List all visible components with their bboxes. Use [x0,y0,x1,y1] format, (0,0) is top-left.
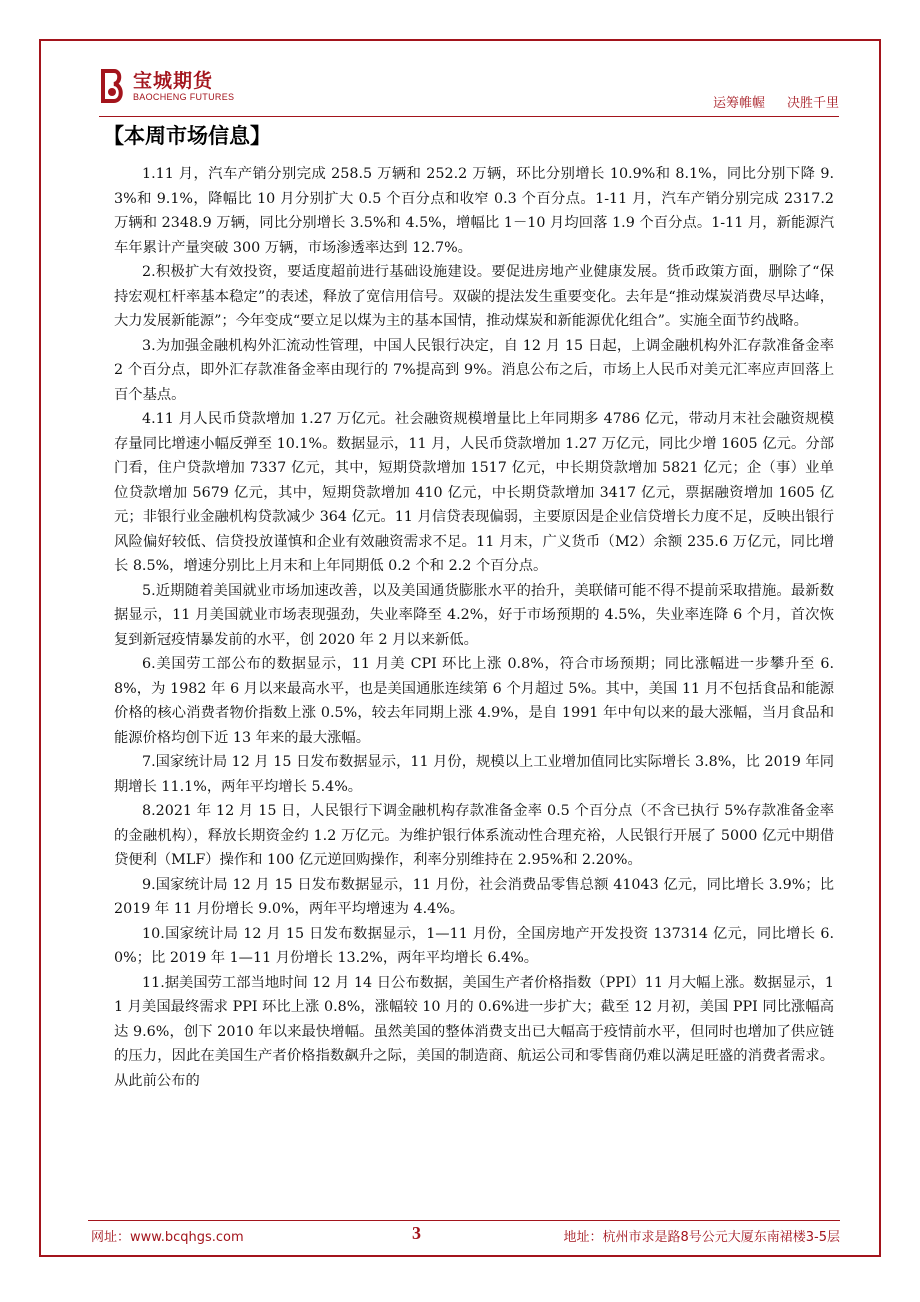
page-footer [88,1222,840,1246]
baocheng-logo-icon [99,68,127,104]
page-number: 3 [412,1223,421,1243]
news-item-4: 4.11 月人民币贷款增加 1.27 万亿元。社会融资规模增量比上年同期多 4786 亿元，带动月末社会融资规模存量同比增速小幅反弹至 10.1%。数据显示，11 月，人民币贷款增加 1.27 万亿元，同比少增 1605 亿元。分部门看，住户贷款增加 7337 亿元，其中，短期贷款增加 1517 亿元，中长期贷款增加 5821 亿元；企（事）业单位贷款增加 5679 亿元，其中，短期贷款增加 410 亿元，中长期贷款增加 3417 亿元，票据融资增加 1605 亿元；非银行业金融机构贷款减少 364 亿元。11 月信贷表现偏弱，主要原因是企业信贷增长力度不足，反映出银行风险偏好较低、信贷投放谨慎和企业有效融资需求不足。11 月末，广义货币（M2）余额 235.6 万亿元，同比增长 8.5%，增速分别比上月末和上年同期低 0.2 个和 2.2 个百分点。 [114,411,834,574]
news-item-8: 8.2021 年 12 月 15 日，人民银行下调金融机构存款准备金率 0.5 个百分点（不含已执行 5%存款准备金率的金融机构），释放长期资金约 1.2 万亿元。为维护银行体系流动性合理充裕，人民银行开展了 5000 亿元中期借贷便利（MLF）操作和 100 亿元逆回购操作，利率分别维持在 2.95%和 2.20%。 [114,803,834,868]
news-item-10: 10.国家统计局 12 月 15 日发布数据显示，1—11 月份，全国房地产开发投资 137314 亿元，同比增长 6.0%；比 2019 年 1—11 月份增长 13.2%，两年平均增长 6.4%。 [114,925,834,966]
news-content [114,162,834,1093]
page-header [99,68,839,116]
news-item-11: 11.据美国劳工部当地时间 12 月 14 日公布数据，美国生产者价格指数（PPI）11 月大幅上涨。数据显示，11 月美国最终需求 PPI 环比上涨 0.8%，涨幅较 10 月的 0.6%进一步扩大；截至 12 月初，美国 PPI 同比涨幅高达 9.6%，创下 2010 年以来最快增幅。虽然美国的整体消费支出已大幅高于疫情前水平，但同时也增加了供应链的压力，因此在美国生产者价格指数飙升之际，美国的制造商、航运公司和零售商仍难以满足旺盛的消费者需求。从此前公布的 [114,974,834,1089]
news-item-1: 1.11 月，汽车产销分别完成 258.5 万辆和 252.2 万辆，环比分别增长 10.9%和 8.1%，同比分别下降 9.3%和 9.1%，降幅比 10 月分别扩大 0.5 个百分点和收窄 0.3 个百分点。1-11 月，汽车产销分别完成 2317.2 万辆和 2348.9 万辆，同比分别增长 3.5%和 4.5%，增幅比 1－10 月均回落 1.9 个百分点。1-11 月，新能源汽车年累计产量突破 300 万辆，市场渗透率达到 12.7%。 [114,166,834,256]
header-slogan [691,92,839,111]
section-title: 【本周市场信息】 [103,124,271,148]
footer-website[interactable]: 网址：www.bcqhgs.com [91,1230,244,1245]
news-item-9: 9.国家统计局 12 月 15 日发布数据显示，11 月份，社会消费品零售总额 41043 亿元，同比增长 3.9%；比 2019 年 11 月份增长 9.0%，两年平均增速为 4.4%。 [114,876,834,917]
news-item-7: 7.国家统计局 12 月 15 日发布数据显示，11 月份，规模以上工业增加值同比实际增长 3.8%，比 2019 年同期增长 11.1%，两年平均增长 5.4%。 [114,754,834,795]
slogan-part-1: 运筹帷幄 [712,96,765,111]
footer-divider [88,1220,840,1221]
news-item-6: 6.美国劳工部公布的数据显示，11 月美 CPI 环比上涨 0.8%，符合市场预期；同比涨幅进一步攀升至 6.8%，为 1982 年 6 月以来最高水平，也是美国通胀连续第 6 个月超过 5%。其中，美国 11 月不包括食品和能源价格的核心消费者物价指数上涨 0.5%，较去年同期上涨 4.9%，是自 1991 年中旬以来的最大涨幅，当月食品和能源价格均创下近 13 年来的最大涨幅。 [114,656,834,746]
news-item-3: 3.为加强金融机构外汇流动性管理，中国人民银行决定，自 12 月 15 日起，上调金融机构外汇存款准备金率 2 个百分点，即外汇存款准备金率由现行的 7%提高到 9%。消息公布之后，市场上人民币对美元汇率应声回落上百个基点。 [114,337,834,403]
news-item-2: 2.积极扩大有效投资，要适度超前进行基础设施建设。要促进房地产业健康发展。货币政策方面，删除了“保持宏观杠杆率基本稳定”的表述，释放了宽信用信号。双碳的提法发生重要变化。去年是“推动煤炭消费尽早达峰，大力发展新能源”；今年变成“要立足以煤为主的基本国情，推动煤炭和新能源优化组合”。实施全面节约战略。 [114,264,834,329]
slogan-part-2: 决胜千里 [786,96,839,111]
header-divider [99,116,839,117]
news-item-5: 5.近期随着美国就业市场加速改善，以及美国通货膨胀水平的抬升，美联储可能不得不提前采取措施。最新数据显示，11 月美国就业市场表现强劲，失业率降至 4.2%，好于市场预期的 4.5%，失业率连降 6 个月，首次恢复到新冠疫情暴发前的水平，创 2020 年 2 月以来新低。 [114,582,834,648]
brand-logo [99,68,234,104]
brand-name-en: BAOCHENG FUTURES [133,91,235,102]
brand-name-cn: 宝城期货 [133,69,214,92]
footer-address: 地址：杭州市求是路8号公元大厦东南裙楼3-5层 [563,1230,840,1245]
